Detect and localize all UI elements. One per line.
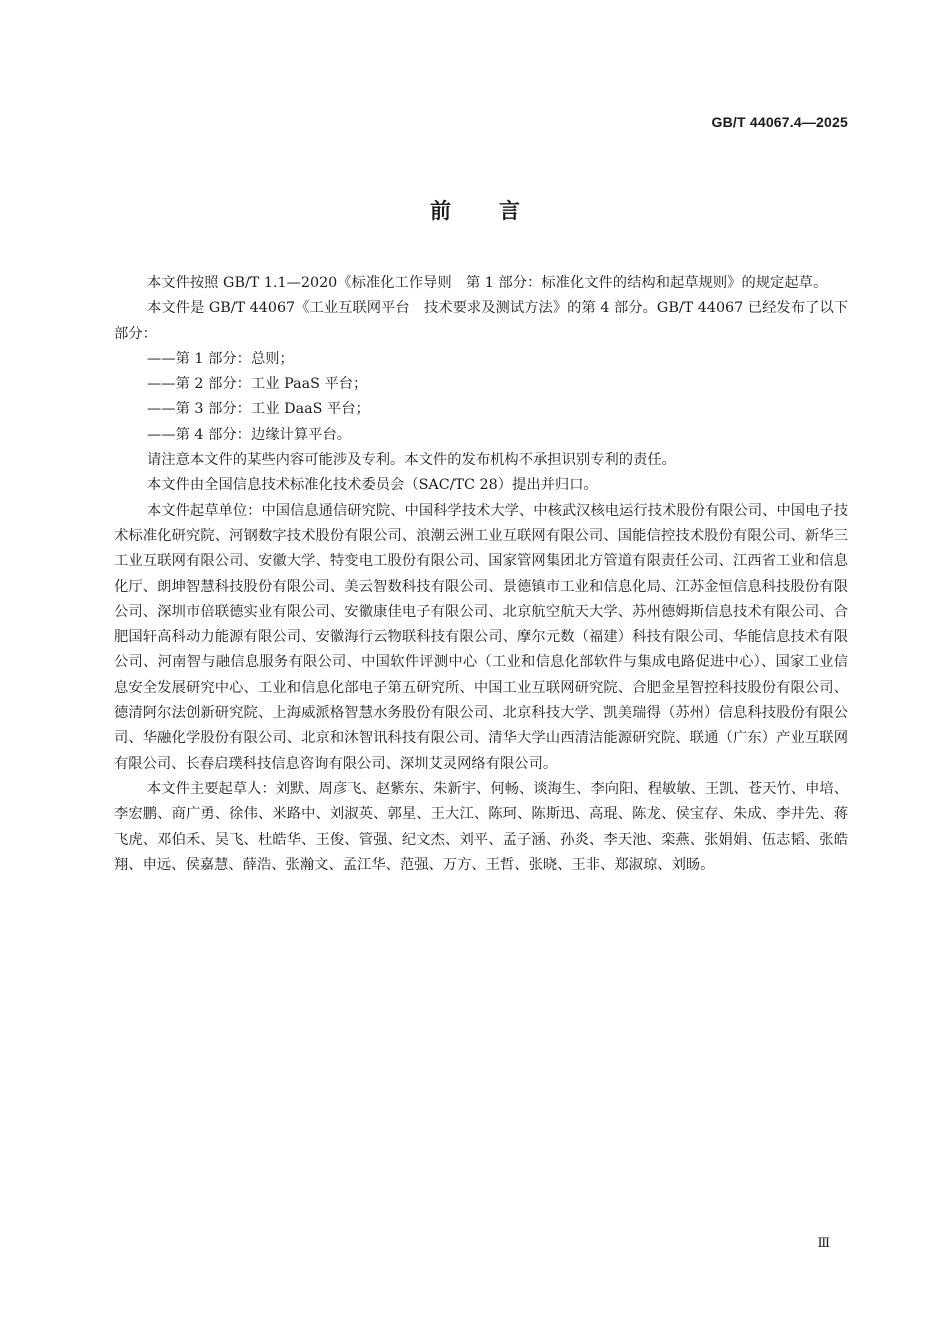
part-list-item: ——第 2 部分：工业 PaaS 平台；	[147, 376, 368, 393]
part-list-item: ——第 4 部分：边缘计算平台。	[147, 426, 352, 443]
drafting-units-paragraph: 本文件起草单位：中国信息通信研究院、中国科学技术大学、中核武汉核电运行技术股份有限公司、中国电子技术标准化研究院、河钢数字技术股份有限公司、浪潮云洲工业互联网有限公司、国能信控技术股份有限公司、新华三工业互联网有限公司、安徽大学、特变电工股份有限公司、国家管网集团北方管道有限责任公司、江西省工业和信息化厅、朗坤智慧科技股份有限公司、美云智数科技有限公司、景德镇市工业和信息化局、江苏金恒信息科技股份有限公司、深圳市倍联德实业有限公司、安徽康佳电子有限公司、北京航空航天大学、苏州德姆斯信息技术有限公司、合肥国轩高科动力能源有限公司、安徽海行云物联科技有限公司、摩尔元数（福建）科技有限公司、华能信息技术有限公司、河南智与融信息服务有限公司、中国软件评测中心（工业和信息化部软件与集成电路促进中心）、国家工业信息安全发展研究中心、工业和信息化部电子第五研究所、中国工业互联网研究院、合肥金星智控科技股份有限公司、德清阿尔法创新研究院、上海威派格智慧水务股份有限公司、北京科技大学、凯美瑞得（苏州）信息科技股份有限公司、华融化学股份有限公司、北京和沐智讯科技有限公司、清华大学山西清洁能源研究院、联通（广东）产业互联网有限公司、长春启璞科技信息咨询有限公司、深圳艾灵网络有限公司。	[114, 502, 848, 772]
page-title: 前言	[430, 199, 568, 223]
page-number: Ⅲ	[817, 1236, 830, 1251]
drafters-paragraph: 本文件主要起草人：刘默、周彦飞、赵紫东、朱新宇、何畅、谈海生、李向阳、程敏敏、王凯、苍天竹、申培、李宏鹏、商广勇、徐伟、米路中、刘淑英、郭星、王大江、陈珂、陈斯迅、高琨、陈龙、侯宝存、朱成、李井先、蒋飞虎、邓伯禾、吴飞、杜皓华、王俊、管强、纪文杰、刘平、孟子涵、孙炎、李天池、栾燕、张娟娟、伍志韬、张皓翔、申远、侯嘉慧、薛浩、张瀚文、孟江华、范强、万方、王哲、张晓、王非、郑淑琼、刘旸。	[114, 780, 848, 873]
part-list-item: ——第 3 部分：工业 DaaS 平台；	[147, 401, 370, 418]
committee-paragraph: 本文件由全国信息技术标准化技术委员会（SAC/TC 28）提出并归口。	[147, 477, 598, 494]
part-list-item: ——第 1 部分：总则；	[147, 350, 294, 367]
document-body	[114, 271, 848, 878]
series-intro-paragraph: 本文件是 GB/T 44067《工业互联网平台 技术要求及测试方法》的第 4 部分。GB/T 44067 已经发布了以下部分：	[114, 300, 848, 342]
standard-code: GB/T 44067.4—2025	[711, 114, 848, 130]
drafting-rule-paragraph: 本文件按照 GB/T 1.1—2020《标准化工作导则 第 1 部分：标准化文件的结构和起草规则》的规定起草。	[147, 275, 828, 291]
patent-notice-paragraph: 请注意本文件的某些内容可能涉及专利。本文件的发布机构不承担识别专利的责任。	[147, 452, 676, 469]
